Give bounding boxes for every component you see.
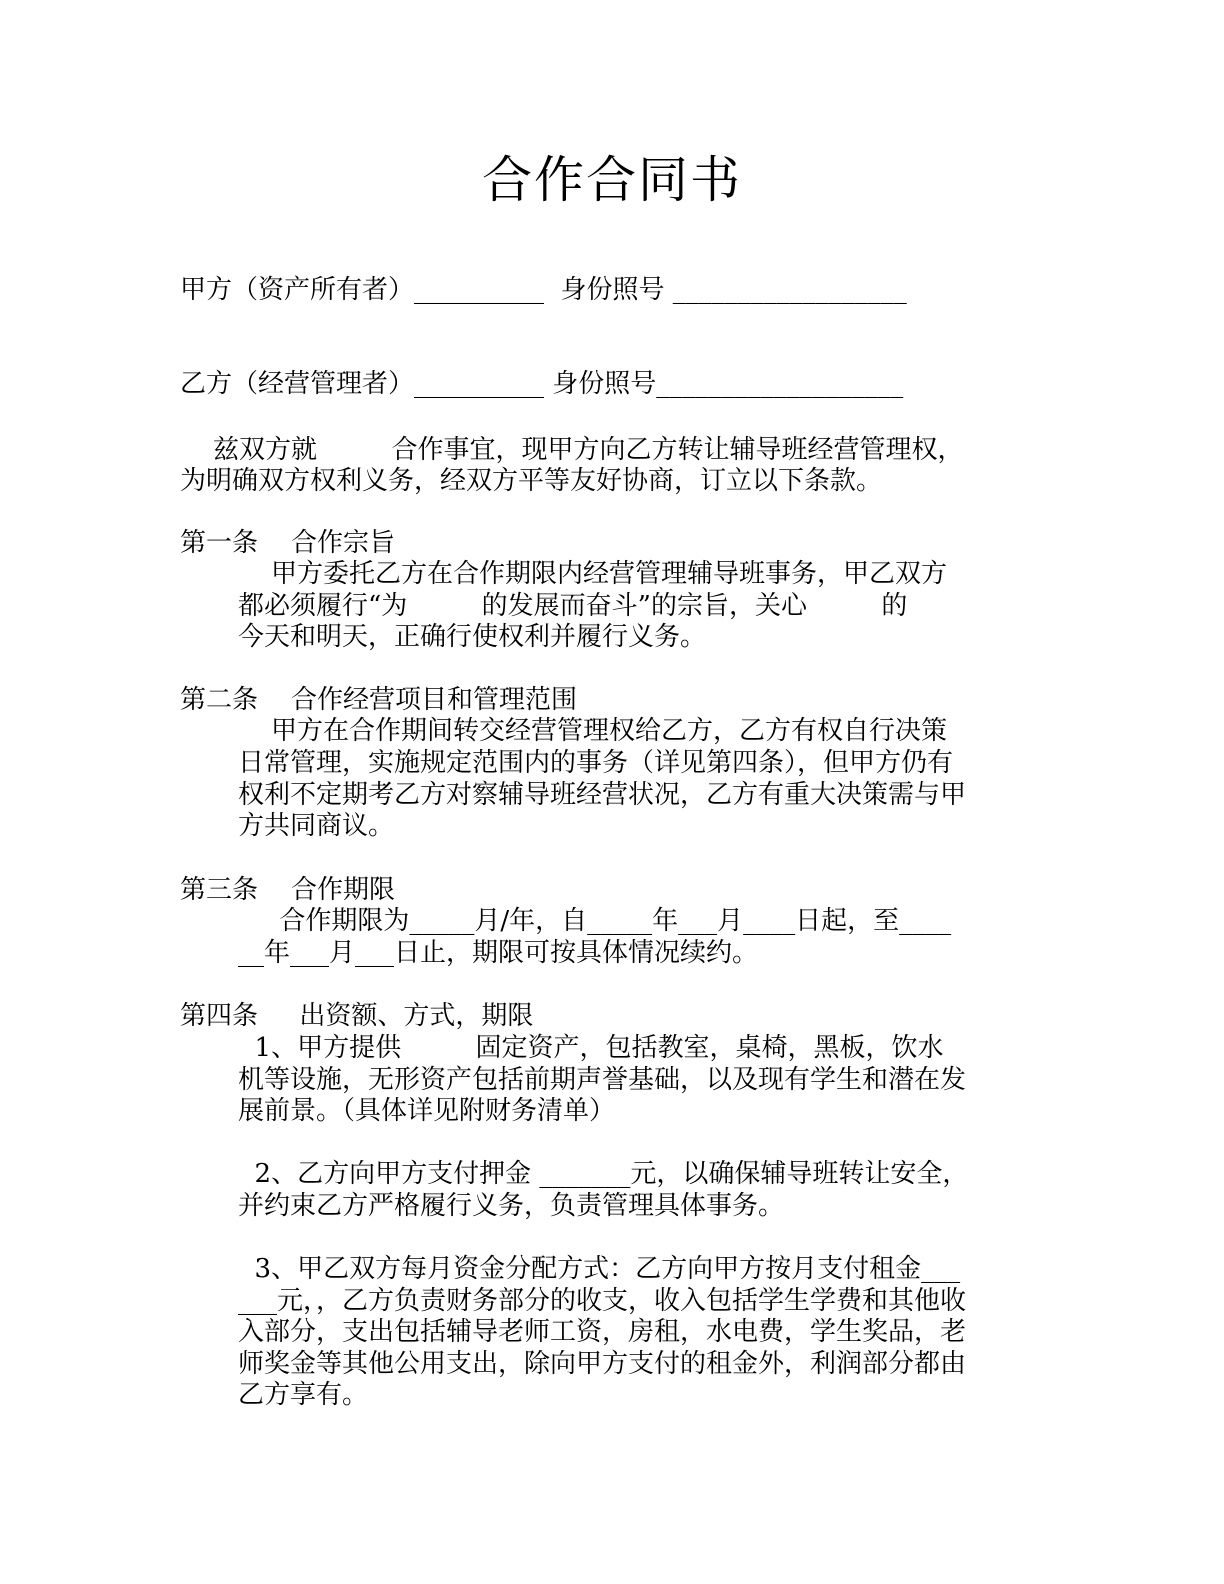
article-4-line: 乙方享有。 — [238, 1380, 369, 1410]
article-2-line: 甲方在合作期间转交经营管理权给乙方，乙方有权自行决策 — [238, 716, 948, 746]
article-3-line: __年___月___日止，期限可按具体情况续约。 — [238, 938, 759, 968]
article-4-line: ___元，，乙方负责财务部分的收支，收入包括学生学费和其他收 — [238, 1286, 967, 1316]
article-2-line: 方共同商议。 — [238, 811, 395, 841]
article-3-line: 合作期限为_____月/年，自_____年___月____日起，至____ — [238, 906, 952, 936]
article-3-heading: 第三条 合作期限 — [180, 875, 396, 905]
article-4-line: 并约束乙方严格履行义务，负责管理具体事务。 — [238, 1191, 785, 1221]
intro-line: 兹双方就 合作事宜，现甲方向乙方转让辅导班经营管理权， — [180, 435, 964, 465]
article-4-heading: 第四条 出资额、方式，期限 — [180, 1001, 534, 1031]
article-2-line: 权利不定期考乙方对察辅导班经营状况，乙方有重大决策需与甲 — [238, 780, 967, 810]
party-a-line: 甲方（资产所有者）__________ 身份照号 __________________ — [180, 275, 907, 305]
article-4-line: 入部分，支出包括辅导老师工资，房租，水电费，学生奖品，老 — [238, 1317, 967, 1347]
article-1-line: 今天和明天，正确行使权利并履行义务。 — [238, 622, 707, 652]
article-2-heading: 第二条 合作经营项目和管理范围 — [180, 685, 578, 715]
article-1-heading: 第一条 合作宗旨 — [180, 528, 396, 558]
article-4-line: 3、甲乙双方每月资金分配方式：乙方向甲方按月支付租金___ — [238, 1254, 961, 1284]
document-title: 合作合同书 — [482, 151, 742, 209]
article-2-line: 日常管理，实施规定范围内的事务（详见第四条），但甲方仍有 — [238, 748, 954, 778]
article-4-line: 机等设施，无形资产包括前期声誉基础，以及现有学生和潜在发 — [238, 1065, 967, 1095]
article-4-line: 师奖金等其他公用支出，除向甲方支付的租金外，利润部分都由 — [238, 1349, 967, 1379]
article-4-line: 2、乙方向甲方支付押金 _______元，以确保辅导班转让安全， — [238, 1159, 969, 1189]
article-4-line: 1、甲方提供 固定资产，包括教室，桌椅，黑板，饮水 — [238, 1033, 944, 1063]
intro-line: 为明确双方权利义务，经双方平等友好协商，订立以下条款。 — [180, 466, 883, 496]
party-b-line: 乙方（经营管理者）__________ 身份照号___________________ — [180, 369, 904, 399]
article-1-line: 都必须履行“为 的发展而奋斗”的宗旨，关心 的 — [238, 591, 908, 621]
article-1-line: 甲方委托乙方在合作期限内经营管理辅导班事务，甲乙双方 — [238, 559, 948, 589]
article-4-line: 展前景。（具体详见附财务清单） — [238, 1096, 616, 1126]
